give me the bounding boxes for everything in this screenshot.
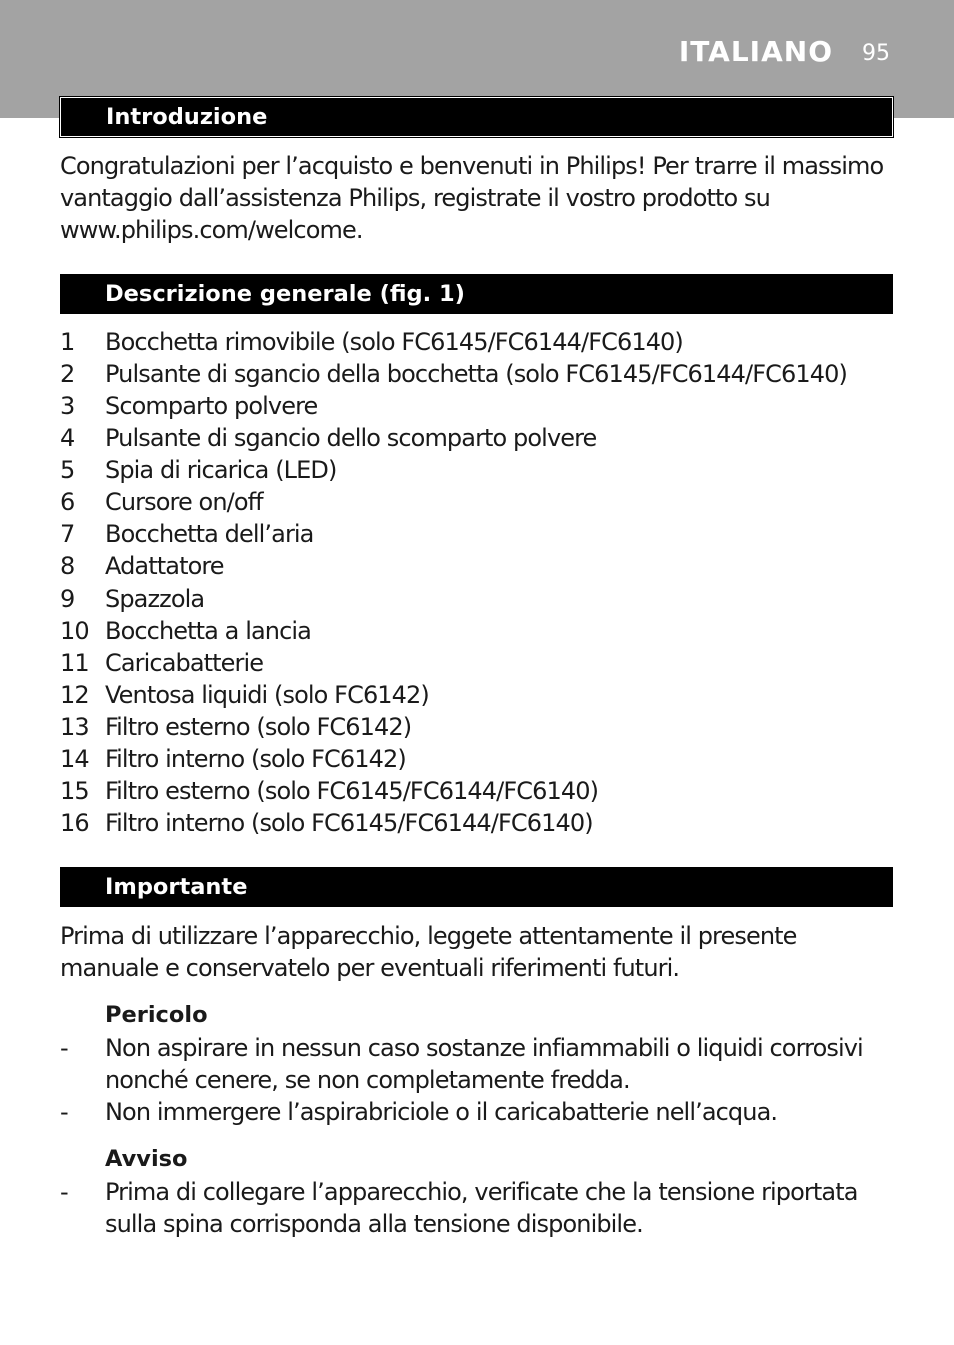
item-text: Ventosa liquidi (solo FC6142) [105, 680, 429, 709]
section-header-introduction [60, 97, 893, 137]
list-item [60, 807, 900, 839]
item-text: Adattatore [105, 552, 224, 581]
item-text: Pulsante di sgancio della bocchetta (solo FC6145/FC6144/FC6140) [105, 360, 847, 389]
item-text: Spia di ricarica (LED) [105, 456, 337, 485]
bullet-marker: - [60, 1098, 69, 1126]
bullet-marker: - [60, 1178, 69, 1206]
bullet-text: Prima di collegare l’apparecchio, verificate che la tensione riportata sulla spina corrisponda alla tensione disponibile. [105, 1178, 858, 1238]
item-text: Bocchetta dell’aria [105, 520, 314, 549]
section-header-overview [60, 274, 893, 314]
list-item [60, 454, 900, 486]
section-header-important [60, 867, 893, 907]
item-number: 12 [60, 680, 89, 709]
list-item [60, 326, 900, 358]
item-number: 2 [60, 360, 75, 389]
item-number: 8 [60, 552, 75, 581]
item-number: 3 [60, 392, 75, 421]
list-item [60, 390, 900, 422]
introduction-paragraph: Congratulazioni per l’acquisto e benvenuti in Philips! Per trarre il massimo vantaggio dall’assistenza Philips, registrate il vostro prodotto su www.philips.com/welcome. [60, 152, 884, 244]
list-item [60, 775, 900, 807]
list-item [60, 583, 900, 615]
item-text: Filtro interno (solo FC6142) [105, 744, 406, 773]
overview-list [60, 326, 900, 839]
list-item [60, 358, 900, 390]
section-title: Descrizione generale (fig. 1) [105, 281, 465, 307]
item-number: 4 [60, 424, 75, 453]
item-number: 5 [60, 456, 75, 485]
item-text: Scomparto polvere [105, 392, 318, 421]
list-item [60, 647, 900, 679]
section-title: Importante [105, 874, 248, 900]
language-label: ITALIANO [678, 35, 833, 68]
list-item [60, 615, 900, 647]
item-text: Filtro esterno (solo FC6142) [105, 712, 412, 741]
bullet-text: Non aspirare in nessun caso sostanze infiammabili o liquidi corrosivi nonché cenere, se non completamente fredda. [105, 1034, 863, 1094]
danger-heading: Pericolo [105, 1002, 208, 1028]
item-number: 1 [60, 328, 75, 356]
item-text: Filtro interno (solo FC6145/FC6144/FC6140) [105, 808, 593, 837]
list-item [60, 486, 900, 518]
item-text: Pulsante di sgancio dello scomparto polvere [105, 424, 597, 453]
item-text: Bocchetta a lancia [105, 616, 311, 645]
list-item [60, 518, 900, 550]
section-title: Introduzione [106, 104, 268, 130]
item-number: 13 [60, 712, 89, 741]
page-number: 95 [862, 41, 890, 66]
item-text: Caricabatterie [105, 648, 264, 677]
list-item [60, 679, 900, 711]
item-number: 7 [60, 520, 75, 549]
item-text: Filtro esterno (solo FC6145/FC6144/FC6140) [105, 776, 599, 805]
item-number: 10 [60, 616, 89, 645]
bullet-marker: - [60, 1034, 69, 1062]
list-item [60, 550, 900, 582]
item-text: Bocchetta rimovibile (solo FC6145/FC6144/FC6140) [105, 328, 683, 356]
important-paragraph: Prima di utilizzare l’apparecchio, leggete attentamente il presente manuale e conservatelo per eventuali riferimenti futuri. [60, 922, 797, 982]
item-number: 14 [60, 744, 89, 773]
item-text: Cursore on/off [105, 488, 263, 517]
list-item [60, 743, 900, 775]
list-item [60, 422, 900, 454]
item-number: 16 [60, 808, 89, 837]
item-number: 15 [60, 776, 89, 805]
item-number: 6 [60, 488, 75, 517]
bullet-text: Non immergere l’aspirabriciole o il caricabatterie nell’acqua. [105, 1098, 778, 1126]
warning-heading: Avviso [105, 1146, 188, 1172]
item-text: Spazzola [105, 584, 205, 613]
list-item [60, 711, 900, 743]
item-number: 9 [60, 584, 75, 613]
item-number: 11 [60, 648, 89, 677]
